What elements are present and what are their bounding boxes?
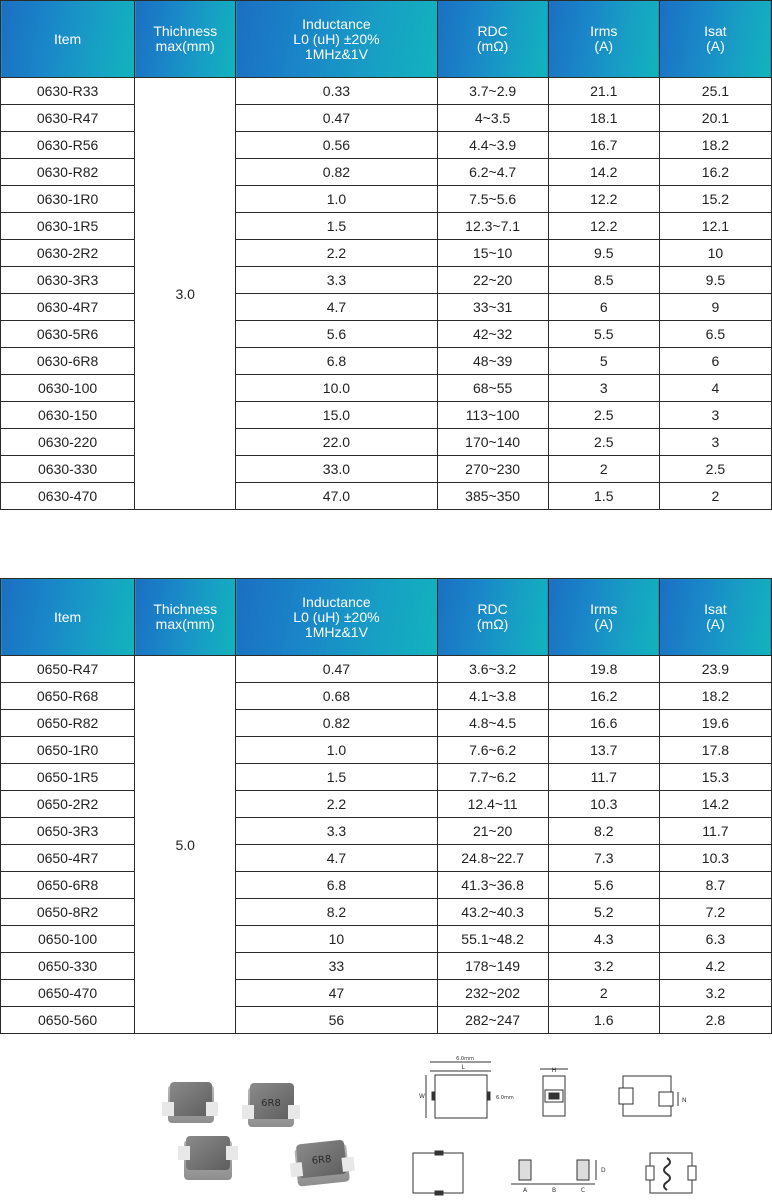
cell-irms: 12.2 bbox=[548, 186, 659, 213]
pad-dimension-drawing bbox=[511, 1160, 596, 1184]
cell-irms: 10.3 bbox=[548, 791, 659, 818]
cell-inductance: 3.3 bbox=[236, 267, 437, 294]
cell-rdc: 4.8~4.5 bbox=[437, 710, 548, 737]
cell-inductance: 1.0 bbox=[236, 737, 437, 764]
cell-isat: 16.2 bbox=[659, 159, 771, 186]
cell-irms: 18.1 bbox=[548, 105, 659, 132]
table-row bbox=[1, 656, 772, 683]
cell-inductance: 47 bbox=[236, 980, 437, 1007]
cell-rdc: 42~32 bbox=[437, 321, 548, 348]
cell-item: 0630-R33 bbox=[1, 78, 135, 105]
cell-irms: 5.5 bbox=[548, 321, 659, 348]
table-row bbox=[1, 159, 772, 186]
cell-irms: 5.2 bbox=[548, 899, 659, 926]
cell-isat: 10 bbox=[659, 240, 771, 267]
table-row bbox=[1, 737, 772, 764]
cell-isat: 6.3 bbox=[659, 926, 771, 953]
cell-item: 0630-1R5 bbox=[1, 213, 135, 240]
cell-irms: 13.7 bbox=[548, 737, 659, 764]
table-row bbox=[1, 483, 772, 510]
cell-inductance: 10 bbox=[236, 926, 437, 953]
cell-item: 0650-470 bbox=[1, 980, 135, 1007]
cell-inductance: 2.2 bbox=[236, 791, 437, 818]
dim-C-label: C bbox=[580, 1187, 586, 1194]
cell-inductance: 6.8 bbox=[236, 348, 437, 375]
cell-rdc: 43.2~40.3 bbox=[437, 899, 548, 926]
cell-item: 0650-6R8 bbox=[1, 872, 135, 899]
cell-item: 0630-3R3 bbox=[1, 267, 135, 294]
cell-isat: 17.8 bbox=[659, 737, 771, 764]
cell-isat: 15.2 bbox=[659, 186, 771, 213]
cell-irms: 7.3 bbox=[548, 845, 659, 872]
table-row bbox=[1, 980, 772, 1007]
cell-item: 0630-100 bbox=[1, 375, 135, 402]
chip-2 bbox=[242, 1083, 300, 1127]
cell-rdc: 282~247 bbox=[437, 1007, 548, 1034]
header-irms: Irms (A) bbox=[548, 1, 659, 78]
cell-item: 0650-1R0 bbox=[1, 737, 135, 764]
cell-isat: 25.1 bbox=[659, 78, 771, 105]
cell-rdc: 68~55 bbox=[437, 375, 548, 402]
cell-rdc: 232~202 bbox=[437, 980, 548, 1007]
cell-isat: 14.2 bbox=[659, 791, 771, 818]
cell-item: 0630-330 bbox=[1, 456, 135, 483]
side-view-drawing bbox=[540, 1069, 568, 1116]
cell-inductance: 33.0 bbox=[236, 456, 437, 483]
chip-1 bbox=[162, 1082, 218, 1123]
cell-rdc: 24.8~22.7 bbox=[437, 845, 548, 872]
cell-irms: 16.6 bbox=[548, 710, 659, 737]
chip-marking: 6R8 bbox=[311, 1154, 332, 1168]
header-inductance: Inductance L0 (uH) ±20% 1MHz&1V bbox=[236, 1, 437, 78]
cell-rdc: 3.7~2.9 bbox=[437, 78, 548, 105]
cell-isat: 20.1 bbox=[659, 105, 771, 132]
cell-inductance: 0.56 bbox=[236, 132, 437, 159]
table-row bbox=[1, 375, 772, 402]
cell-item: 0650-R47 bbox=[1, 656, 135, 683]
cell-irms: 9.5 bbox=[548, 240, 659, 267]
table-row bbox=[1, 213, 772, 240]
dim-length-label: 6.0mm bbox=[496, 1095, 514, 1101]
cell-inductance: 6.8 bbox=[236, 872, 437, 899]
cell-irms: 1.5 bbox=[548, 483, 659, 510]
cell-inductance: 0.82 bbox=[236, 710, 437, 737]
cell-irms: 5 bbox=[548, 348, 659, 375]
cell-rdc: 12.3~7.1 bbox=[437, 213, 548, 240]
cell-item: 0630-2R2 bbox=[1, 240, 135, 267]
cell-item: 0630-150 bbox=[1, 402, 135, 429]
cell-rdc: 270~230 bbox=[437, 456, 548, 483]
cell-isat: 8.7 bbox=[659, 872, 771, 899]
cell-inductance: 2.2 bbox=[236, 240, 437, 267]
cell-irms: 2 bbox=[548, 980, 659, 1007]
cell-item: 0630-5R6 bbox=[1, 321, 135, 348]
header-item: Item bbox=[1, 579, 135, 656]
cell-rdc: 7.7~6.2 bbox=[437, 764, 548, 791]
cell-isat: 10.3 bbox=[659, 845, 771, 872]
cell-isat: 3.2 bbox=[659, 980, 771, 1007]
dim-B-label: B bbox=[551, 1187, 557, 1194]
cell-irms: 3.2 bbox=[548, 953, 659, 980]
cell-item: 0650-R68 bbox=[1, 683, 135, 710]
cell-rdc: 22~20 bbox=[437, 267, 548, 294]
cell-inductance: 47.0 bbox=[236, 483, 437, 510]
spec-table-0650 bbox=[0, 578, 772, 1034]
inductor-photo bbox=[150, 1072, 380, 1192]
cell-irms: 1.6 bbox=[548, 1007, 659, 1034]
cell-rdc: 385~350 bbox=[437, 483, 548, 510]
coil-drawing bbox=[646, 1153, 696, 1193]
cell-isat: 3 bbox=[659, 429, 771, 456]
cell-item: 0650-100 bbox=[1, 926, 135, 953]
header-irms: Irms (A) bbox=[548, 579, 659, 656]
cell-item: 0650-330 bbox=[1, 953, 135, 980]
table-row bbox=[1, 953, 772, 980]
cell-rdc: 15~10 bbox=[437, 240, 548, 267]
dim-W-label: W bbox=[419, 1093, 425, 1100]
cell-isat: 2.8 bbox=[659, 1007, 771, 1034]
cell-rdc: 48~39 bbox=[437, 348, 548, 375]
dim-A-label: A bbox=[522, 1187, 528, 1194]
table-row bbox=[1, 429, 772, 456]
cell-item: 0630-470 bbox=[1, 483, 135, 510]
cell-item: 0630-R56 bbox=[1, 132, 135, 159]
land-pattern-drawing bbox=[413, 1151, 463, 1195]
cell-irms: 4.3 bbox=[548, 926, 659, 953]
cell-item: 0630-R82 bbox=[1, 159, 135, 186]
cell-irms: 8.5 bbox=[548, 267, 659, 294]
cell-item: 0630-6R8 bbox=[1, 348, 135, 375]
table-row bbox=[1, 78, 772, 105]
table-row bbox=[1, 791, 772, 818]
cell-rdc: 113~100 bbox=[437, 402, 548, 429]
cell-item: 0650-8R2 bbox=[1, 899, 135, 926]
cell-rdc: 21~20 bbox=[437, 818, 548, 845]
dim-width-label: 6.0mm bbox=[456, 1056, 474, 1062]
cell-irms: 2.5 bbox=[548, 429, 659, 456]
table-row bbox=[1, 240, 772, 267]
bottom-view-drawing bbox=[619, 1076, 678, 1116]
cell-irms: 11.7 bbox=[548, 764, 659, 791]
table-row bbox=[1, 899, 772, 926]
cell-irms: 21.1 bbox=[548, 78, 659, 105]
cell-isat: 23.9 bbox=[659, 656, 771, 683]
spec-table-0630 bbox=[0, 0, 772, 510]
cell-rdc: 33~31 bbox=[437, 294, 548, 321]
table-row bbox=[1, 267, 772, 294]
cell-isat: 9.5 bbox=[659, 267, 771, 294]
cell-irms: 16.7 bbox=[548, 132, 659, 159]
cell-irms: 16.2 bbox=[548, 683, 659, 710]
cell-isat: 2 bbox=[659, 483, 771, 510]
cell-isat: 4 bbox=[659, 375, 771, 402]
cell-item: 0650-1R5 bbox=[1, 764, 135, 791]
cell-isat: 2.5 bbox=[659, 456, 771, 483]
cell-inductance: 0.47 bbox=[236, 656, 437, 683]
cell-isat: 3 bbox=[659, 402, 771, 429]
cell-irms: 14.2 bbox=[548, 159, 659, 186]
chip-3 bbox=[178, 1136, 238, 1180]
cell-rdc: 7.6~6.2 bbox=[437, 737, 548, 764]
cell-item: 0630-4R7 bbox=[1, 294, 135, 321]
cell-inductance: 8.2 bbox=[236, 899, 437, 926]
cell-irms: 2.5 bbox=[548, 402, 659, 429]
header-isat: Isat (A) bbox=[659, 579, 771, 656]
table-row bbox=[1, 186, 772, 213]
cell-inductance: 4.7 bbox=[236, 294, 437, 321]
chip-marking: 6R8 bbox=[261, 1098, 281, 1109]
cell-isat: 9 bbox=[659, 294, 771, 321]
cell-rdc: 12.4~11 bbox=[437, 791, 548, 818]
cell-isat: 4.2 bbox=[659, 953, 771, 980]
cell-thickness: 3.0 bbox=[135, 78, 236, 510]
cell-inductance: 10.0 bbox=[236, 375, 437, 402]
cell-irms: 12.2 bbox=[548, 213, 659, 240]
cell-item: 0650-2R2 bbox=[1, 791, 135, 818]
dim-D-label: D bbox=[601, 1167, 606, 1174]
header-row bbox=[1, 1, 772, 78]
table-row bbox=[1, 764, 772, 791]
cell-inductance: 15.0 bbox=[236, 402, 437, 429]
cell-inductance: 33 bbox=[236, 953, 437, 980]
table-row bbox=[1, 683, 772, 710]
cell-irms: 2 bbox=[548, 456, 659, 483]
cell-item: 0630-R47 bbox=[1, 105, 135, 132]
table-row bbox=[1, 321, 772, 348]
table-row bbox=[1, 132, 772, 159]
table-row bbox=[1, 818, 772, 845]
table-row bbox=[1, 872, 772, 899]
cell-rdc: 170~140 bbox=[437, 429, 548, 456]
cell-isat: 7.2 bbox=[659, 899, 771, 926]
cell-inductance: 0.47 bbox=[236, 105, 437, 132]
cell-isat: 11.7 bbox=[659, 818, 771, 845]
cell-inductance: 4.7 bbox=[236, 845, 437, 872]
cell-rdc: 4.4~3.9 bbox=[437, 132, 548, 159]
cell-irms: 3 bbox=[548, 375, 659, 402]
dim-H-label: H bbox=[551, 1067, 557, 1074]
dim-L-label: L bbox=[461, 1064, 465, 1071]
header-item: Item bbox=[1, 1, 135, 78]
cell-thickness: 5.0 bbox=[135, 656, 236, 1034]
cell-rdc: 4~3.5 bbox=[437, 105, 548, 132]
table-row bbox=[1, 294, 772, 321]
cell-irms: 5.6 bbox=[548, 872, 659, 899]
cell-isat: 12.1 bbox=[659, 213, 771, 240]
cell-inductance: 0.82 bbox=[236, 159, 437, 186]
cell-inductance: 0.33 bbox=[236, 78, 437, 105]
cell-item: 0630-1R0 bbox=[1, 186, 135, 213]
cell-irms: 8.2 bbox=[548, 818, 659, 845]
table-row bbox=[1, 926, 772, 953]
cell-rdc: 4.1~3.8 bbox=[437, 683, 548, 710]
cell-isat: 6 bbox=[659, 348, 771, 375]
cell-inductance: 1.5 bbox=[236, 213, 437, 240]
header-row bbox=[1, 579, 772, 656]
dim-N-label: N bbox=[682, 1097, 687, 1104]
table-row bbox=[1, 402, 772, 429]
cell-isat: 18.2 bbox=[659, 683, 771, 710]
cell-isat: 6.5 bbox=[659, 321, 771, 348]
table-row bbox=[1, 845, 772, 872]
table-row bbox=[1, 710, 772, 737]
cell-rdc: 178~149 bbox=[437, 953, 548, 980]
cell-irms: 19.8 bbox=[548, 656, 659, 683]
cell-rdc: 6.2~4.7 bbox=[437, 159, 548, 186]
cell-inductance: 5.6 bbox=[236, 321, 437, 348]
top-view-drawing bbox=[426, 1062, 491, 1118]
cell-inductance: 1.5 bbox=[236, 764, 437, 791]
cell-inductance: 3.3 bbox=[236, 818, 437, 845]
header-thickness: Thichness max(mm) bbox=[135, 579, 236, 656]
cell-inductance: 0.68 bbox=[236, 683, 437, 710]
table-row bbox=[1, 456, 772, 483]
cell-item: 0650-560 bbox=[1, 1007, 135, 1034]
cell-isat: 19.6 bbox=[659, 710, 771, 737]
header-inductance: Inductance L0 (uH) ±20% 1MHz&1V bbox=[236, 579, 437, 656]
cell-item: 0650-3R3 bbox=[1, 818, 135, 845]
cell-item: 0630-220 bbox=[1, 429, 135, 456]
cell-isat: 15.3 bbox=[659, 764, 771, 791]
header-isat: Isat (A) bbox=[659, 1, 771, 78]
cell-inductance: 56 bbox=[236, 1007, 437, 1034]
header-rdc: RDC (mΩ) bbox=[437, 579, 548, 656]
cell-isat: 18.2 bbox=[659, 132, 771, 159]
cell-item: 0650-4R7 bbox=[1, 845, 135, 872]
header-thickness: Thichness max(mm) bbox=[135, 1, 236, 78]
chip-4 bbox=[288, 1139, 356, 1187]
dimension-drawings bbox=[405, 1050, 705, 1200]
cell-rdc: 55.1~48.2 bbox=[437, 926, 548, 953]
cell-rdc: 3.6~3.2 bbox=[437, 656, 548, 683]
cell-inductance: 1.0 bbox=[236, 186, 437, 213]
table-row bbox=[1, 348, 772, 375]
header-rdc: RDC (mΩ) bbox=[437, 1, 548, 78]
cell-rdc: 41.3~36.8 bbox=[437, 872, 548, 899]
cell-rdc: 7.5~5.6 bbox=[437, 186, 548, 213]
cell-inductance: 22.0 bbox=[236, 429, 437, 456]
cell-item: 0650-R82 bbox=[1, 710, 135, 737]
cell-irms: 6 bbox=[548, 294, 659, 321]
table-row bbox=[1, 105, 772, 132]
table-row bbox=[1, 1007, 772, 1034]
